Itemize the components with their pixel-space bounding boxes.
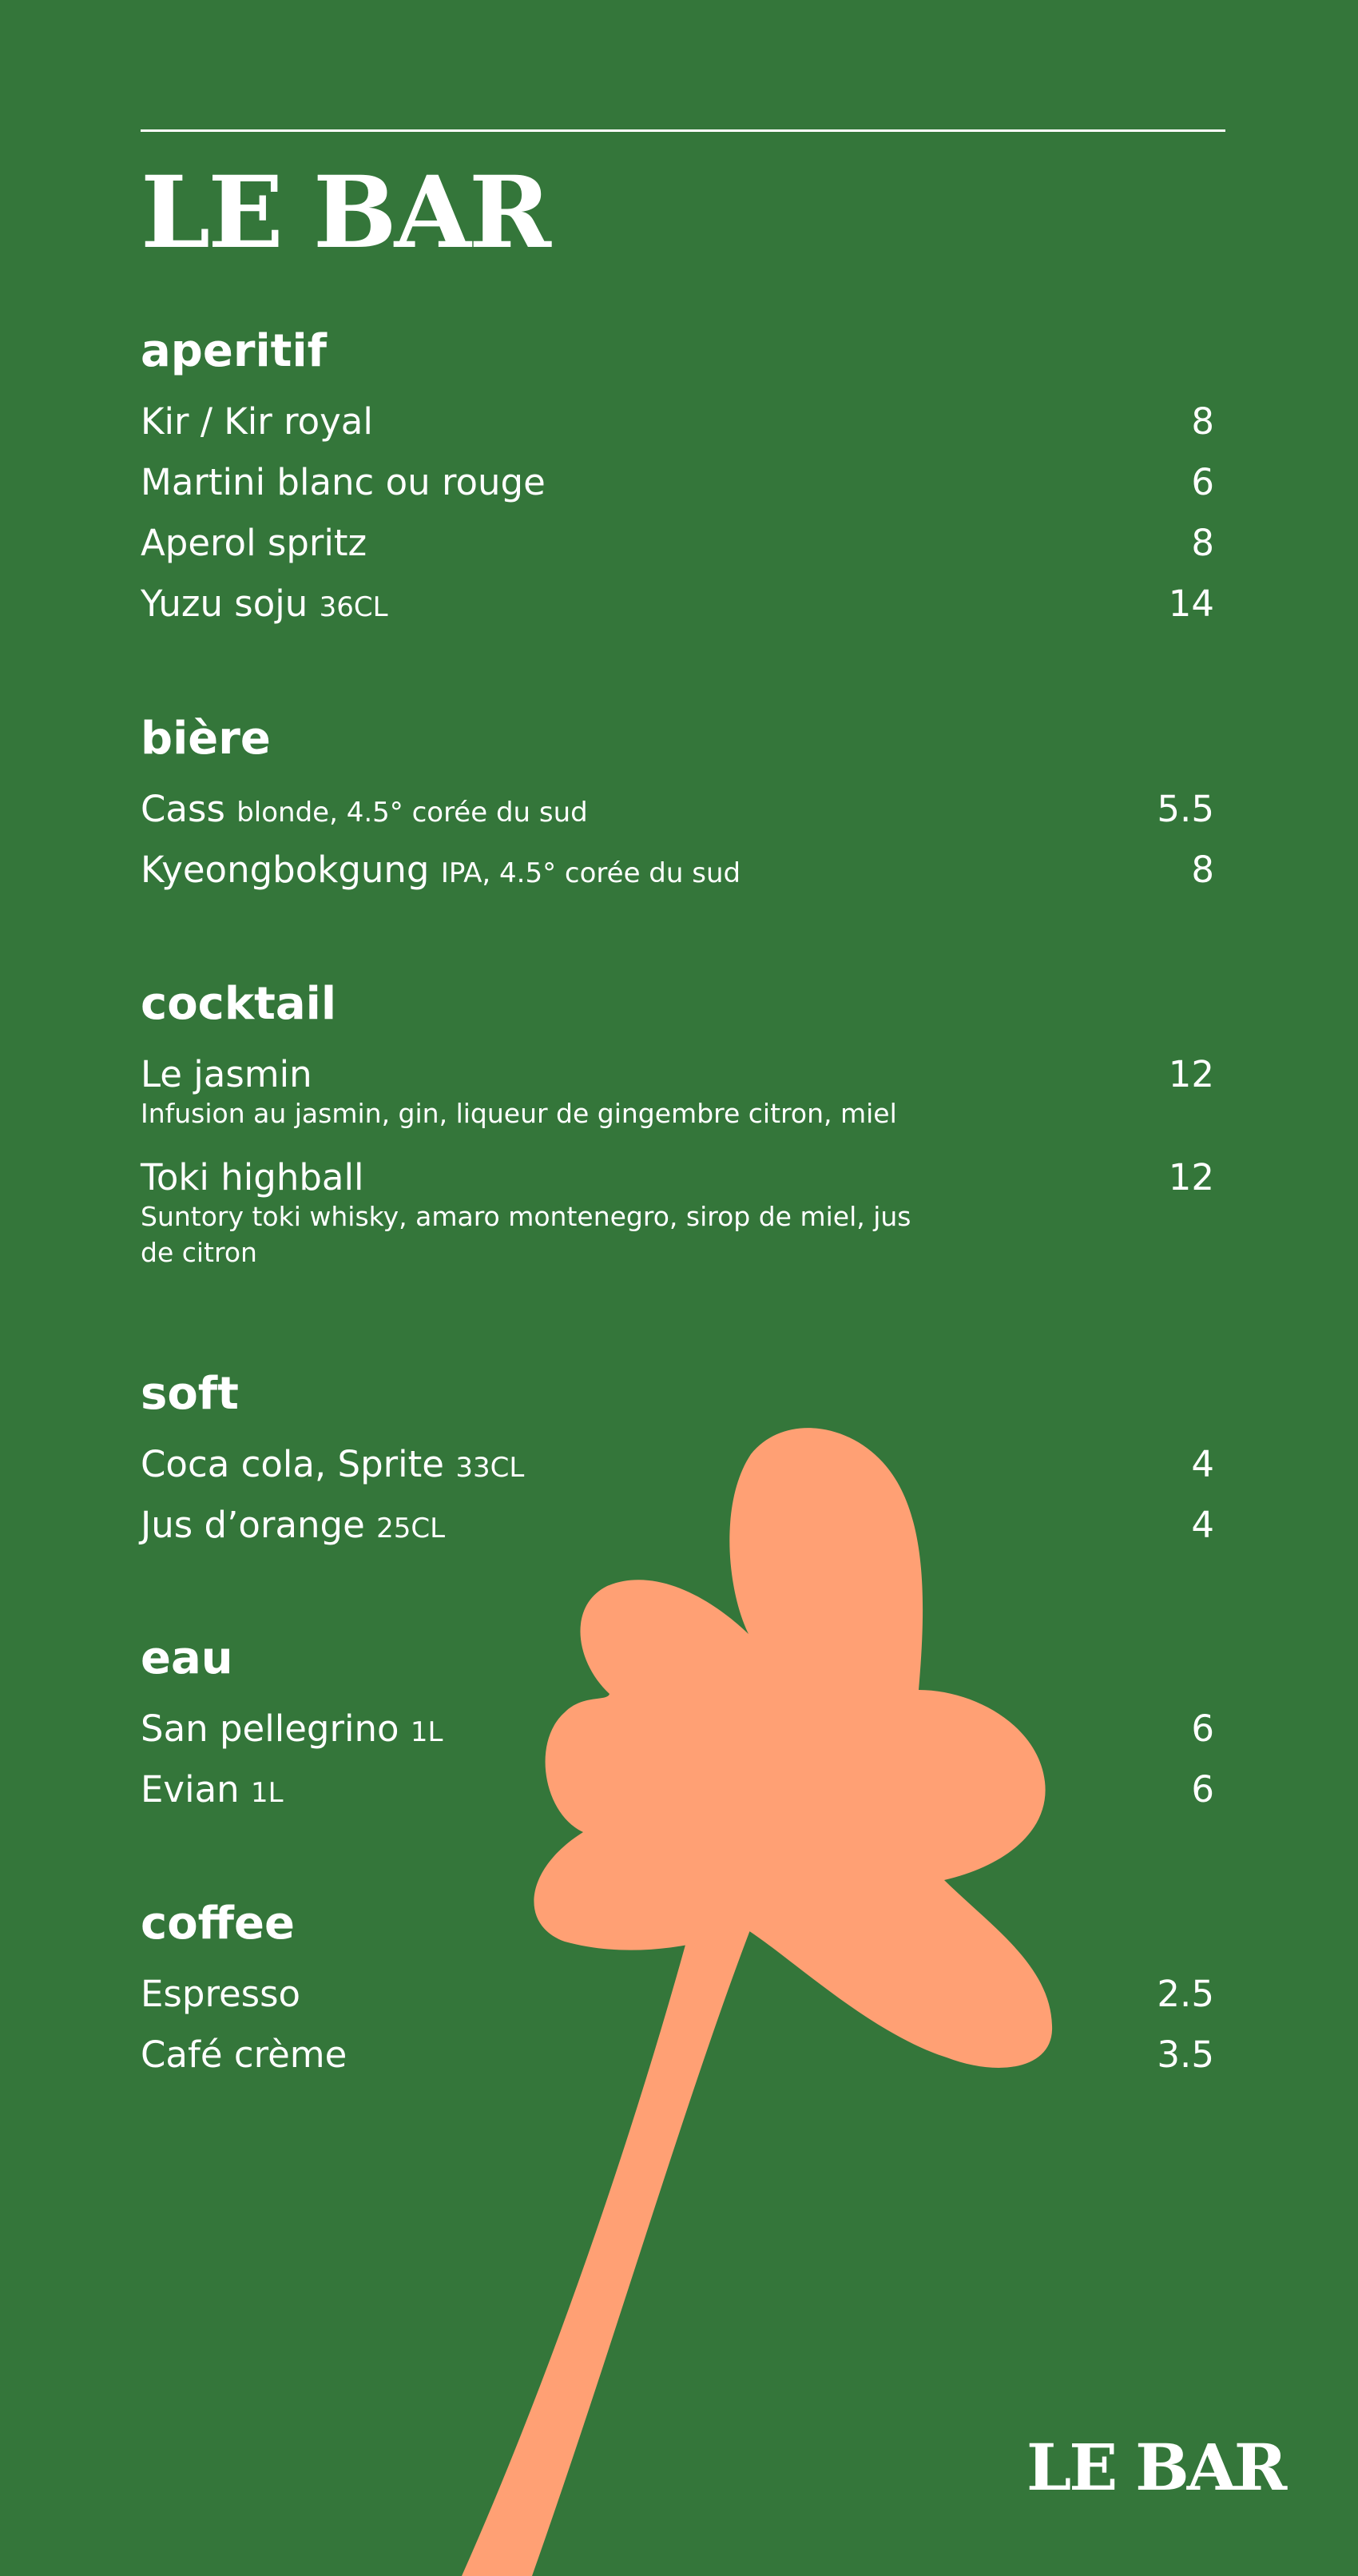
menu-item (141, 1495, 1214, 1556)
menu-item (141, 1964, 1214, 2025)
item-name: Café crème (141, 2033, 347, 2076)
section-heading: coffee (141, 1898, 295, 1950)
item-name: Aperol spritz (141, 522, 367, 564)
section-heading: aperitif (141, 325, 327, 377)
item-description: Suntory toki whisky, amaro montenegro, sirop de miel, jus de citron (141, 1201, 911, 1268)
menu-item (141, 2025, 1214, 2085)
menu-item (141, 1434, 1214, 1495)
item-name: Kyeongbokgung (141, 849, 430, 891)
menu-item (141, 513, 1214, 574)
item-name: Coca cola, Sprite (141, 1443, 444, 1485)
menu-item (141, 452, 1214, 513)
menu-item (141, 1759, 1214, 1820)
item-name: Toki highball (141, 1156, 364, 1199)
item-name: Le jasmin (141, 1053, 312, 1095)
item-note: 25CL (376, 1513, 446, 1544)
item-name: Jus d’orange (141, 1504, 365, 1546)
item-price: 6 (1191, 1768, 1214, 1811)
item-name: Cass (141, 788, 225, 830)
section-biere (141, 713, 1214, 900)
item-price: 5.5 (1157, 788, 1214, 830)
item-price: 12 (1168, 1156, 1214, 1199)
footer-logo: LE BAR (1026, 2430, 1285, 2505)
item-name: Yuzu soju (141, 582, 308, 625)
section-heading: eau (141, 1632, 233, 1684)
menu-item (141, 1147, 1214, 1270)
item-note: IPA, 4.5° corée du sud (440, 857, 741, 889)
menu-title: LE BAR (141, 155, 549, 271)
item-name: Espresso (141, 1973, 301, 2015)
top-divider (141, 129, 1225, 132)
section-cocktail (141, 978, 1214, 1286)
item-note: blonde, 4.5° corée du sud (236, 797, 588, 829)
item-note: 33CL (455, 1452, 525, 1484)
section-heading: soft (141, 1368, 239, 1420)
item-name: Evian (141, 1768, 240, 1811)
item-price: 14 (1168, 582, 1214, 625)
item-price: 6 (1191, 1707, 1214, 1750)
menu-item (141, 1044, 1214, 1131)
item-note: 1L (250, 1777, 284, 1809)
menu-item (141, 1699, 1214, 1759)
item-name: San pellegrino (141, 1707, 399, 1750)
item-price: 6 (1191, 461, 1214, 503)
item-price: 8 (1191, 849, 1214, 891)
menu-item (141, 574, 1214, 634)
item-price: 3.5 (1157, 2033, 1214, 2076)
item-price: 4 (1191, 1443, 1214, 1485)
item-note: 36CL (319, 591, 388, 623)
section-heading: cocktail (141, 978, 337, 1030)
item-description: Infusion au jasmin, gin, liqueur de gingembre citron, miel (141, 1098, 897, 1129)
section-heading: bière (141, 713, 271, 765)
section-eau (141, 1632, 1214, 1820)
section-coffee (141, 1898, 1214, 2085)
item-name: Martini blanc ou rouge (141, 461, 546, 503)
item-price: 12 (1168, 1053, 1214, 1095)
item-price: 4 (1191, 1504, 1214, 1546)
menu-item (141, 392, 1214, 452)
section-aperitif (141, 325, 1214, 634)
item-price: 8 (1191, 522, 1214, 564)
menu-item (141, 840, 1214, 900)
section-soft (141, 1368, 1214, 1556)
item-note: 1L (410, 1716, 443, 1748)
item-price: 2.5 (1157, 1973, 1214, 2015)
menu-item (141, 779, 1214, 840)
item-price: 8 (1191, 400, 1214, 443)
item-name: Kir / Kir royal (141, 400, 373, 443)
